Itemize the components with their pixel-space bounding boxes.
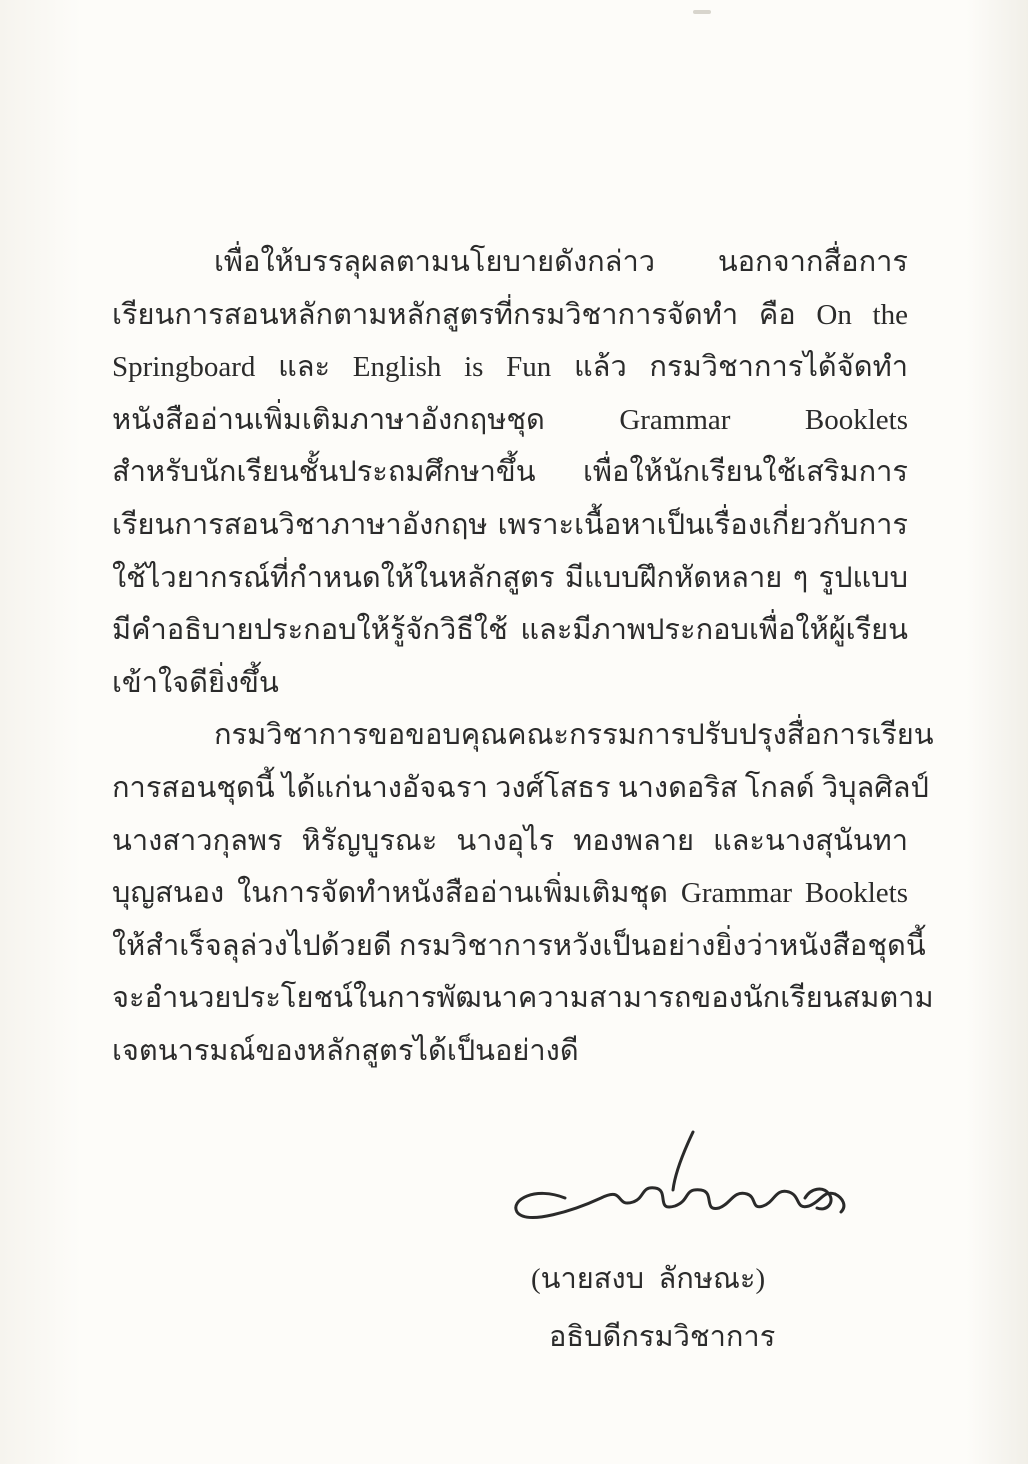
scan-speck	[693, 10, 711, 14]
paragraph-1-line-5: สำหรับนักเรียนชั้นประถมศึกษาขึ้น เพื่อให้นักเรียนใช้เสริมการ	[112, 456, 908, 489]
paragraph-2-line-7: เจตนารมณ์ของหลักสูตรได้เป็นอย่างดี	[112, 1034, 579, 1067]
signatory-title: อธิบดีกรมวิชาการ	[549, 1321, 776, 1353]
paragraph-1-line-3: Springboard และ English is Fun แล้ว กรมวิชาการได้จัดทำ	[112, 351, 908, 384]
paragraph-2-line-6: จะอำนวยประโยชน์ในการพัฒนาความสามารถของนักเรียนสมตาม	[112, 982, 934, 1015]
paragraph-2-line-5: ให้สำเร็จลุล่วงไปด้วยดี กรมวิชาการหวังเป็นอย่างยิ่งว่าหนังสือชุดนี้	[112, 929, 926, 962]
paragraph-2-line-1: กรมวิชาการขอขอบคุณคณะกรรมการปรับปรุงสื่อการเรียน	[214, 719, 934, 752]
handwritten-signature	[505, 1128, 865, 1238]
paragraph-1-line-8: มีคำอธิบายประกอบให้รู้จักวิธีใช้ และมีภาพประกอบเพื่อให้ผู้เรียน	[112, 614, 908, 647]
paragraph-2-line-3: นางสาวกุลพร หิรัญบูรณะ นางอุไร ทองพลาย และนางสุนันทา	[112, 824, 908, 857]
signatory-name: (นายสงบ ลักษณะ)	[531, 1263, 766, 1295]
paragraph-1-line-6: เรียนการสอนวิชาภาษาอังกฤษ เพราะเนื้อหาเป็นเรื่องเกี่ยวกับการ	[112, 508, 908, 541]
letter-body	[112, 236, 934, 1078]
paragraph-2-line-2: การสอนชุดนี้ ได้แก่นางอัจฉรา วงศ์โสธร นางดอริส โกลด์ วิบุลศิลป์	[112, 771, 929, 804]
paragraph-1-line-4: หนังสืออ่านเพิ่มเติมภาษาอังกฤษชุด Grammar Booklets	[112, 403, 908, 436]
paragraph-1-line-1: เพื่อให้บรรลุผลตามนโยบายดังกล่าว นอกจากสื่อการ	[214, 246, 908, 278]
paragraph-1-line-9: เข้าใจดียิ่งขึ้น	[112, 666, 279, 699]
paragraph-2-line-4: บุญสนอง ในการจัดทำหนังสืออ่านเพิ่มเติมชุด Grammar Booklets	[112, 877, 908, 910]
paragraph-1-line-2: เรียนการสอนหลักตามหลักสูตรที่กรมวิชาการจัดทำ คือ On the	[112, 298, 908, 331]
paragraph-1-line-7: ใช้ไวยากรณ์ที่กำหนดให้ในหลักสูตร มีแบบฝึกหัดหลาย ๆ รูปแบบ	[112, 561, 908, 594]
